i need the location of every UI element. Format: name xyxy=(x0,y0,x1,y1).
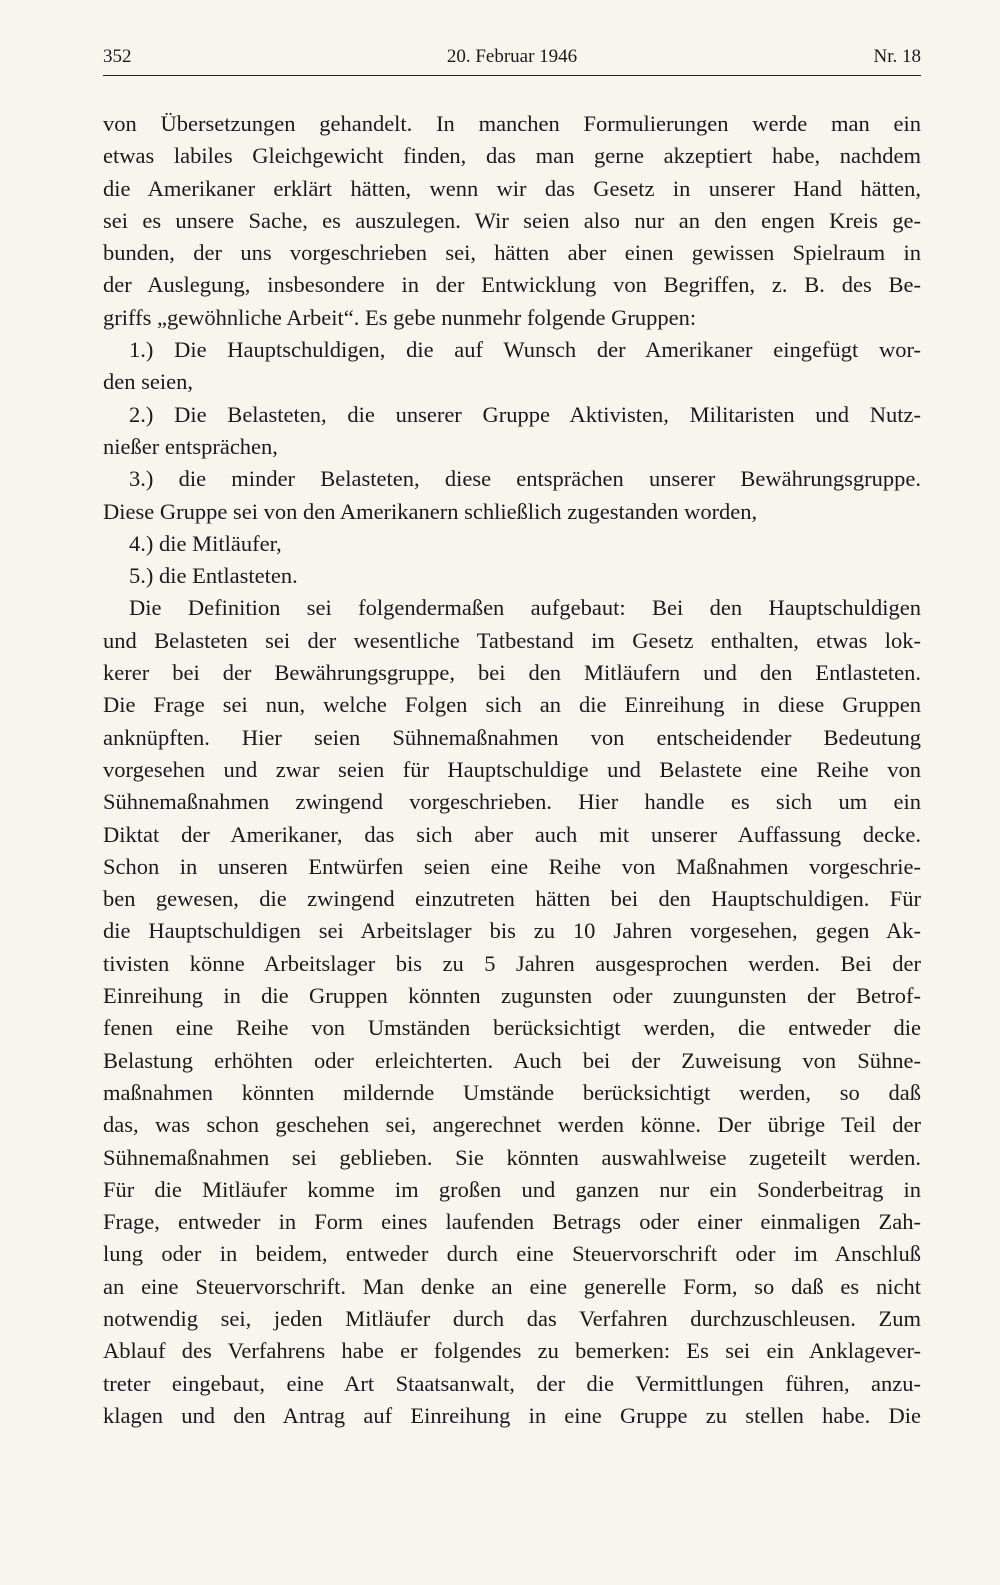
text-line: die Hauptschuldigen sei Arbeitslager bis zu 10 Jahren vorgesehen, gegen Ak- xyxy=(103,918,921,944)
text-line: treter eingebaut, eine Art Staatsanwalt, der die Vermittlungen führen, anzu- xyxy=(103,1370,921,1396)
text-line: Ablauf des Verfahrens habe er folgendes zu bemerken: Es sei ein Anklagever- xyxy=(103,1338,921,1364)
text-line: griffs „gewöhnliche Arbeit“. Es gebe nunmehr folgende Gruppen: xyxy=(103,304,697,330)
text-line: und Belasteten sei der wesentliche Tatbestand im Gesetz enthalten, etwas lok- xyxy=(103,627,921,653)
text-line: Schon in unseren Entwürfen seien eine Reihe von Maßnahmen vorgeschrie- xyxy=(103,853,921,879)
text-line: lung oder in beidem, entweder durch eine Steuervorschrift oder im Anschluß xyxy=(103,1241,921,1267)
text-line: Diese Gruppe sei von den Amerikanern schließlich zugestanden worden, xyxy=(103,498,758,524)
text-line: 4.) die Mitläufer, xyxy=(129,530,282,556)
text-line: Die Definition sei folgendermaßen aufgebaut: Bei den Hauptschuldigen xyxy=(129,595,921,621)
text-line: von Übersetzungen gehandelt. In manchen Formulierungen werde man ein xyxy=(103,111,921,136)
text-line: fenen eine Reihe von Umständen berücksichtigt werden, die entweder die xyxy=(103,1015,921,1041)
text-line: 2.) Die Belasteten, die unserer Gruppe Aktivisten, Militaristen und Nutz- xyxy=(129,401,921,427)
text-line: 5.) die Entlasteten. xyxy=(129,563,298,589)
text-line: sei es unsere Sache, es auszulegen. Wir seien also nur an den engen Kreis ge- xyxy=(103,207,921,233)
page-header xyxy=(103,46,921,74)
text-line: die Amerikaner erklärt hätten, wenn wir das Gesetz in unserer Hand hätten, xyxy=(103,175,921,201)
text-line: der Auslegung, insbesondere in der Entwicklung von Begriffen, z. B. des Be- xyxy=(103,272,921,298)
page-number: 352 xyxy=(103,46,132,67)
text-line: das, was schon geschehen sei, angerechnet werden könne. Der übrige Teil der xyxy=(103,1112,921,1138)
text-line: nießer entsprächen, xyxy=(103,433,278,459)
text-line: Für die Mitläufer komme im großen und ganzen nur ein Sonderbeitrag in xyxy=(103,1176,921,1202)
text-line: Sühnemaßnahmen zwingend vorgeschrieben. Hier handle es sich um ein xyxy=(103,789,921,815)
text-line: kerer bei der Bewährungsgruppe, bei den Mitläufern und den Entlasteten. xyxy=(103,660,921,686)
text-line: 1.) Die Hauptschuldigen, die auf Wunsch der Amerikaner eingefügt wor- xyxy=(129,337,921,363)
header-rule xyxy=(103,75,921,76)
text-line: 3.) die minder Belasteten, diese entsprächen unserer Bewährungsgruppe. xyxy=(129,466,921,492)
text-line: den seien, xyxy=(103,369,193,395)
text-line: tivisten könne Arbeitslager bis zu 5 Jahren ausgesprochen werden. Bei der xyxy=(103,950,921,976)
body-text xyxy=(103,108,921,1432)
issue-number: Nr. 18 xyxy=(873,46,921,67)
text-line: bunden, der uns vorgeschrieben sei, hätten aber einen gewissen Spielraum in xyxy=(103,240,921,266)
text-line: maßnahmen könnten mildernde Umstände berücksichtigt werden, so daß xyxy=(103,1079,921,1105)
text-line: anknüpften. Hier seien Sühnemaßnahmen von entscheidender Bedeutung xyxy=(103,724,921,750)
text-line: notwendig sei, jeden Mitläufer durch das Verfahren durchzuschleusen. Zum xyxy=(103,1305,921,1331)
text-line: Frage, entweder in Form eines laufenden Betrags oder einer einmaligen Zah- xyxy=(103,1209,921,1235)
text-line: Belastung erhöhten oder erleichterten. Auch bei der Zuweisung von Sühne- xyxy=(103,1047,921,1073)
text-line: Diktat der Amerikaner, das sich aber auch mit unserer Auffassung decke. xyxy=(103,821,921,847)
text-line: ben gewesen, die zwingend einzutreten hätten bei den Hauptschuldigen. Für xyxy=(103,886,921,912)
text-line: klagen und den Antrag auf Einreihung in eine Gruppe zu stellen habe. Die xyxy=(103,1402,921,1428)
text-line: vorgesehen und zwar seien für Hauptschuldige und Belastete eine Reihe von xyxy=(103,756,921,782)
header-date: 20. Februar 1946 xyxy=(446,46,578,67)
text-line: Einreihung in die Gruppen könnten zugunsten oder zuungunsten der Betrof- xyxy=(103,983,921,1009)
text-line: Sühnemaßnahmen sei geblieben. Sie könnten auswahlweise zugeteilt werden. xyxy=(103,1144,921,1170)
text-line: an eine Steuervorschrift. Man denke an eine generelle Form, so daß es nicht xyxy=(103,1273,921,1299)
text-line: etwas labiles Gleichgewicht finden, das man gerne akzeptiert habe, nachdem xyxy=(103,143,921,169)
text-line: Die Frage sei nun, welche Folgen sich an die Einreihung in diese Gruppen xyxy=(103,692,921,718)
